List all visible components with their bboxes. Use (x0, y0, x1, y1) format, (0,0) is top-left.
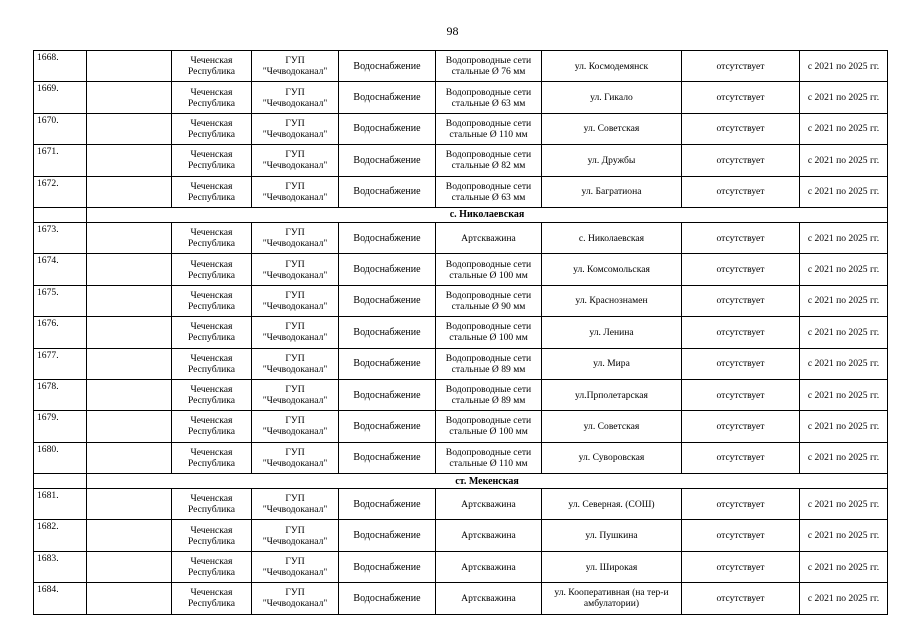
status-cell: отсутствует (682, 254, 800, 285)
region-cell: Чеченская Республика (172, 379, 252, 410)
region-cell: Чеченская Республика (172, 583, 252, 614)
period-cell: с 2021 по 2025 гг. (800, 489, 888, 520)
status-cell: отсутствует (682, 379, 800, 410)
system-type-cell: Водоснабжение (339, 348, 436, 379)
system-type-cell: Водоснабжение (339, 411, 436, 442)
blank-cell (87, 176, 172, 207)
address-cell: ул. Суворовская (542, 442, 682, 473)
table-row (34, 348, 888, 379)
address-cell: ул. Краснознамен (542, 285, 682, 316)
region-cell: Чеченская Республика (172, 285, 252, 316)
object-description-cell: Водопроводные сети стальные Ø 76 мм (436, 51, 542, 82)
period-cell: с 2021 по 2025 гг. (800, 520, 888, 551)
section-title: ст. Мекенская (87, 474, 888, 489)
object-description-cell: Водопроводные сети стальные Ø 90 мм (436, 285, 542, 316)
blank-cell (87, 520, 172, 551)
blank-cell (87, 379, 172, 410)
blank-cell (87, 442, 172, 473)
object-description-cell: Водопроводные сети стальные Ø 63 мм (436, 82, 542, 113)
organization-cell: ГУП "Чечводоканал" (252, 583, 339, 614)
object-description-cell: Водопроводные сети стальные Ø 110 мм (436, 442, 542, 473)
address-cell: ул. Широкая (542, 551, 682, 582)
section-header-row (34, 207, 888, 222)
object-description-cell: Артскважина (436, 222, 542, 253)
organization-cell: ГУП "Чечводоканал" (252, 520, 339, 551)
object-description-cell: Водопроводные сети стальные Ø 89 мм (436, 348, 542, 379)
row-number-cell: 1680. (34, 442, 87, 473)
row-number-cell: 1670. (34, 113, 87, 144)
row-number-cell: 1679. (34, 411, 87, 442)
table-row (34, 551, 888, 582)
section-title: с. Николаевская (87, 207, 888, 222)
row-number-cell: 1684. (34, 583, 87, 614)
infrastructure-table (33, 50, 888, 615)
period-cell: с 2021 по 2025 гг. (800, 411, 888, 442)
period-cell: с 2021 по 2025 гг. (800, 145, 888, 176)
system-type-cell: Водоснабжение (339, 176, 436, 207)
period-cell: с 2021 по 2025 гг. (800, 442, 888, 473)
section-number-cell (34, 474, 87, 489)
table-row (34, 145, 888, 176)
region-cell: Чеченская Республика (172, 520, 252, 551)
address-cell: ул. Пушкина (542, 520, 682, 551)
region-cell: Чеченская Республика (172, 51, 252, 82)
status-cell: отсутствует (682, 583, 800, 614)
system-type-cell: Водоснабжение (339, 82, 436, 113)
status-cell: отсутствует (682, 520, 800, 551)
blank-cell (87, 317, 172, 348)
region-cell: Чеченская Республика (172, 82, 252, 113)
section-header-row (34, 474, 888, 489)
period-cell: с 2021 по 2025 гг. (800, 254, 888, 285)
system-type-cell: Водоснабжение (339, 145, 436, 176)
row-number-cell: 1677. (34, 348, 87, 379)
system-type-cell: Водоснабжение (339, 51, 436, 82)
period-cell: с 2021 по 2025 гг. (800, 176, 888, 207)
system-type-cell: Водоснабжение (339, 520, 436, 551)
table-row (34, 442, 888, 473)
status-cell: отсутствует (682, 489, 800, 520)
table-row (34, 285, 888, 316)
system-type-cell: Водоснабжение (339, 442, 436, 473)
object-description-cell: Водопроводные сети стальные Ø 110 мм (436, 113, 542, 144)
address-cell: ул. Комсомольская (542, 254, 682, 285)
blank-cell (87, 82, 172, 113)
object-description-cell: Водопроводные сети стальные Ø 89 мм (436, 379, 542, 410)
address-cell: ул. Советская (542, 113, 682, 144)
region-cell: Чеченская Республика (172, 176, 252, 207)
system-type-cell: Водоснабжение (339, 222, 436, 253)
address-cell: с. Николаевская (542, 222, 682, 253)
organization-cell: ГУП "Чечводоканал" (252, 317, 339, 348)
period-cell: с 2021 по 2025 гг. (800, 317, 888, 348)
object-description-cell: Водопроводные сети стальные Ø 100 мм (436, 317, 542, 348)
address-cell: ул. Кооперативная (на тер-и амбулатории) (542, 583, 682, 614)
period-cell: с 2021 по 2025 гг. (800, 51, 888, 82)
organization-cell: ГУП "Чечводоканал" (252, 489, 339, 520)
object-description-cell: Артскважина (436, 489, 542, 520)
object-description-cell: Артскважина (436, 583, 542, 614)
organization-cell: ГУП "Чечводоканал" (252, 285, 339, 316)
row-number-cell: 1668. (34, 51, 87, 82)
system-type-cell: Водоснабжение (339, 551, 436, 582)
period-cell: с 2021 по 2025 гг. (800, 551, 888, 582)
region-cell: Чеченская Республика (172, 442, 252, 473)
region-cell: Чеченская Республика (172, 411, 252, 442)
table-row (34, 489, 888, 520)
period-cell: с 2021 по 2025 гг. (800, 583, 888, 614)
table-row (34, 379, 888, 410)
row-number-cell: 1676. (34, 317, 87, 348)
page-number: 98 (446, 24, 459, 38)
status-cell: отсутствует (682, 348, 800, 379)
row-number-cell: 1669. (34, 82, 87, 113)
blank-cell (87, 285, 172, 316)
organization-cell: ГУП "Чечводоканал" (252, 145, 339, 176)
status-cell: отсутствует (682, 145, 800, 176)
object-description-cell: Водопроводные сети стальные Ø 82 мм (436, 145, 542, 176)
table-body (34, 51, 888, 615)
region-cell: Чеченская Республика (172, 317, 252, 348)
table-row (34, 254, 888, 285)
region-cell: Чеченская Республика (172, 145, 252, 176)
row-number-cell: 1672. (34, 176, 87, 207)
status-cell: отсутствует (682, 176, 800, 207)
period-cell: с 2021 по 2025 гг. (800, 222, 888, 253)
row-number-cell: 1671. (34, 145, 87, 176)
organization-cell: ГУП "Чечводоканал" (252, 411, 339, 442)
system-type-cell: Водоснабжение (339, 317, 436, 348)
object-description-cell: Водопроводные сети стальные Ø 100 мм (436, 411, 542, 442)
table-row (34, 520, 888, 551)
address-cell: ул. Мира (542, 348, 682, 379)
region-cell: Чеченская Республика (172, 254, 252, 285)
address-cell: ул. Ленина (542, 317, 682, 348)
row-number-cell: 1683. (34, 551, 87, 582)
organization-cell: ГУП "Чечводоканал" (252, 551, 339, 582)
address-cell: ул. Космодемянск (542, 51, 682, 82)
organization-cell: ГУП "Чечводоканал" (252, 254, 339, 285)
organization-cell: ГУП "Чечводоканал" (252, 442, 339, 473)
status-cell: отсутствует (682, 317, 800, 348)
organization-cell: ГУП "Чечводоканал" (252, 222, 339, 253)
address-cell: ул.Прполетарская (542, 379, 682, 410)
table-row (34, 583, 888, 614)
blank-cell (87, 348, 172, 379)
system-type-cell: Водоснабжение (339, 113, 436, 144)
region-cell: Чеченская Республика (172, 222, 252, 253)
table-row (34, 113, 888, 144)
system-type-cell: Водоснабжение (339, 379, 436, 410)
period-cell: с 2021 по 2025 гг. (800, 82, 888, 113)
address-cell: ул. Северная. (СОШ) (542, 489, 682, 520)
organization-cell: ГУП "Чечводоканал" (252, 348, 339, 379)
status-cell: отсутствует (682, 411, 800, 442)
region-cell: Чеченская Республика (172, 348, 252, 379)
blank-cell (87, 583, 172, 614)
table-row (34, 222, 888, 253)
status-cell: отсутствует (682, 442, 800, 473)
blank-cell (87, 145, 172, 176)
table-row (34, 411, 888, 442)
address-cell: ул. Дружбы (542, 145, 682, 176)
period-cell: с 2021 по 2025 гг. (800, 348, 888, 379)
organization-cell: ГУП "Чечводоканал" (252, 82, 339, 113)
organization-cell: ГУП "Чечводоканал" (252, 113, 339, 144)
status-cell: отсутствует (682, 113, 800, 144)
table-row (34, 51, 888, 82)
row-number-cell: 1681. (34, 489, 87, 520)
period-cell: с 2021 по 2025 гг. (800, 113, 888, 144)
status-cell: отсутствует (682, 285, 800, 316)
row-number-cell: 1682. (34, 520, 87, 551)
region-cell: Чеченская Республика (172, 113, 252, 144)
system-type-cell: Водоснабжение (339, 583, 436, 614)
organization-cell: ГУП "Чечводоканал" (252, 379, 339, 410)
row-number-cell: 1673. (34, 222, 87, 253)
region-cell: Чеченская Республика (172, 551, 252, 582)
address-cell: ул. Гикало (542, 82, 682, 113)
blank-cell (87, 551, 172, 582)
object-description-cell: Артскважина (436, 520, 542, 551)
object-description-cell: Водопроводные сети стальные Ø 63 мм (436, 176, 542, 207)
period-cell: с 2021 по 2025 гг. (800, 379, 888, 410)
status-cell: отсутствует (682, 222, 800, 253)
status-cell: отсутствует (682, 551, 800, 582)
blank-cell (87, 222, 172, 253)
table-row (34, 82, 888, 113)
table-row (34, 317, 888, 348)
system-type-cell: Водоснабжение (339, 254, 436, 285)
table-row (34, 176, 888, 207)
object-description-cell: Артскважина (436, 551, 542, 582)
address-cell: ул. Советская (542, 411, 682, 442)
region-cell: Чеченская Республика (172, 489, 252, 520)
blank-cell (87, 489, 172, 520)
row-number-cell: 1674. (34, 254, 87, 285)
system-type-cell: Водоснабжение (339, 285, 436, 316)
organization-cell: ГУП "Чечводоканал" (252, 51, 339, 82)
status-cell: отсутствует (682, 51, 800, 82)
row-number-cell: 1678. (34, 379, 87, 410)
blank-cell (87, 113, 172, 144)
blank-cell (87, 254, 172, 285)
blank-cell (87, 411, 172, 442)
status-cell: отсутствует (682, 82, 800, 113)
row-number-cell: 1675. (34, 285, 87, 316)
organization-cell: ГУП "Чечводоканал" (252, 176, 339, 207)
system-type-cell: Водоснабжение (339, 489, 436, 520)
period-cell: с 2021 по 2025 гг. (800, 285, 888, 316)
address-cell: ул. Багратиона (542, 176, 682, 207)
blank-cell (87, 51, 172, 82)
object-description-cell: Водопроводные сети стальные Ø 100 мм (436, 254, 542, 285)
section-number-cell (34, 207, 87, 222)
